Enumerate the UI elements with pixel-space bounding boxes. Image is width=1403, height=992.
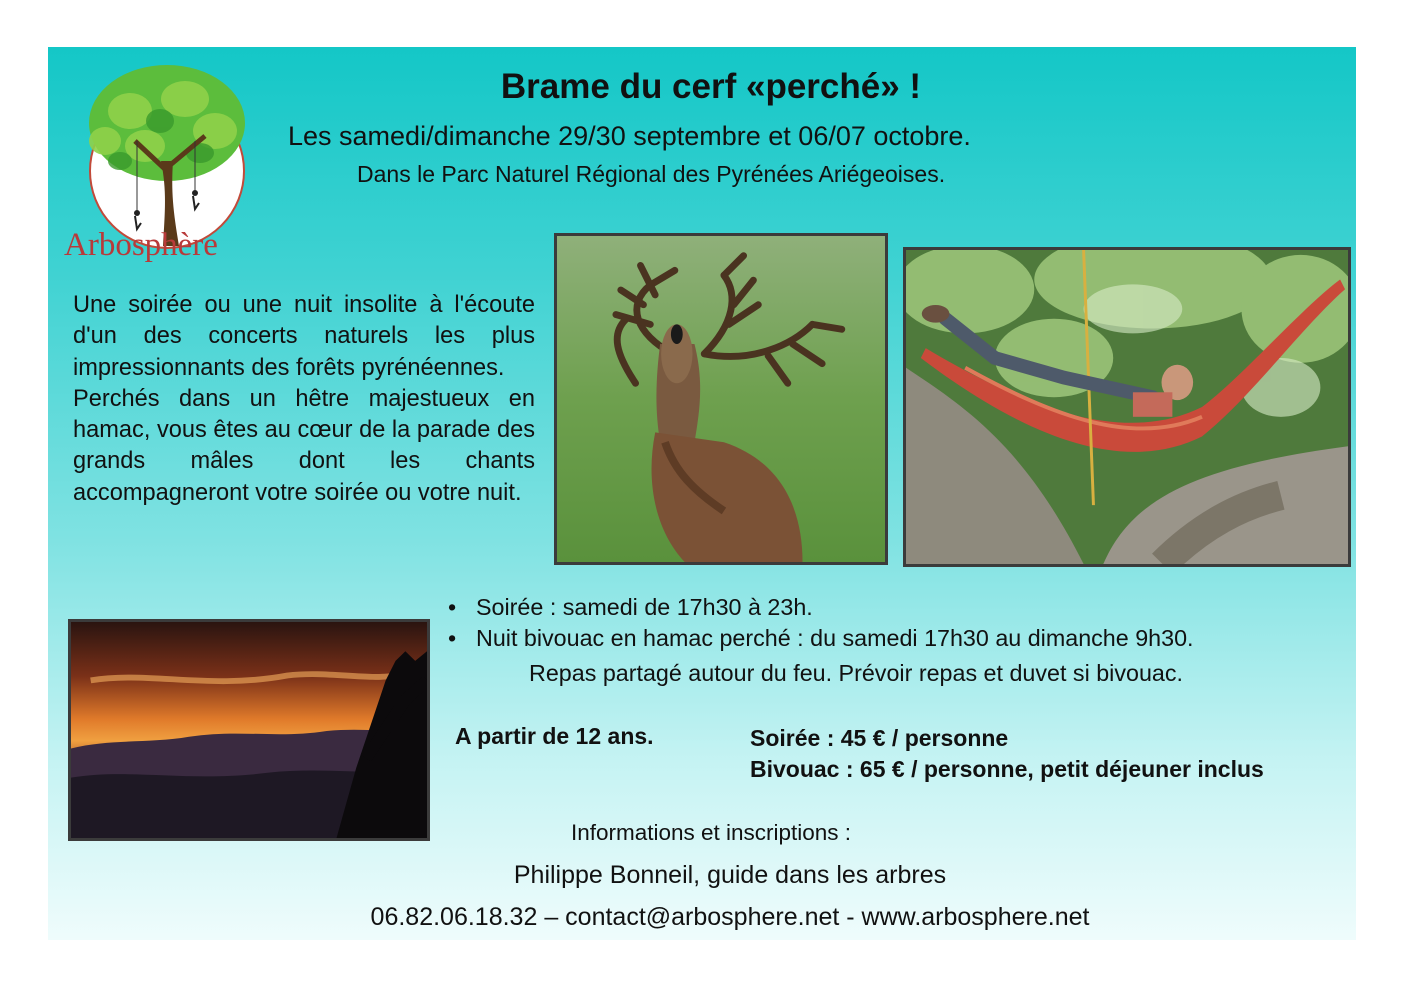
description-paragraph: Perchés dans un hêtre majestueux en hamac, vous êtes au cœur de la parade des grands mâles dont les chants accompagneront votre soirée ou votre nuit. bbox=[73, 385, 535, 506]
page-title: Brame du cerf «perché» ! bbox=[500, 67, 922, 106]
contact-details: 06.82.06.18.32 – contact@arbosphere.net - www.arbosphere.net bbox=[370, 903, 1090, 931]
price-bivouac: Bivouac : 65 € / personne, petit déjeuner inclus bbox=[750, 756, 1264, 782]
flyer bbox=[48, 47, 1356, 940]
contact-guide: Philippe Bonneil, guide dans les arbres bbox=[513, 861, 947, 889]
contact-heading: Informations et inscriptions : bbox=[570, 820, 852, 845]
description bbox=[73, 290, 535, 509]
event-location: Dans le Parc Naturel Régional des Pyrénées Ariégeoises. bbox=[357, 161, 946, 187]
list-item: • Soirée : samedi de 17h30 à 23h. bbox=[446, 592, 1194, 623]
event-dates: Les samedi/dimanche 29/30 septembre et 06/07 octobre. bbox=[288, 121, 971, 151]
program-list bbox=[446, 592, 1194, 654]
price-soiree: Soirée : 45 € / personne bbox=[750, 725, 1009, 751]
hammock-photo bbox=[903, 247, 1351, 567]
bullet-icon: • bbox=[448, 625, 457, 651]
program-note: Repas partagé autour du feu. Prévoir repas et duvet si bivouac. bbox=[529, 660, 1183, 686]
sunset-photo bbox=[68, 619, 430, 841]
list-item: • Nuit bivouac en hamac perché : du samedi 17h30 au dimanche 9h30. bbox=[446, 623, 1194, 654]
deer-photo bbox=[554, 233, 888, 565]
bullet-icon: • bbox=[448, 594, 457, 620]
pricing bbox=[750, 723, 1264, 785]
age-requirement: A partir de 12 ans. bbox=[455, 723, 654, 749]
logo-text: Arbosphère bbox=[64, 227, 218, 263]
description-paragraph: Une soirée ou une nuit insolite à l'écoute d'un des concerts naturels les plus impressionnants des forêts pyrénéennes. bbox=[73, 292, 535, 381]
